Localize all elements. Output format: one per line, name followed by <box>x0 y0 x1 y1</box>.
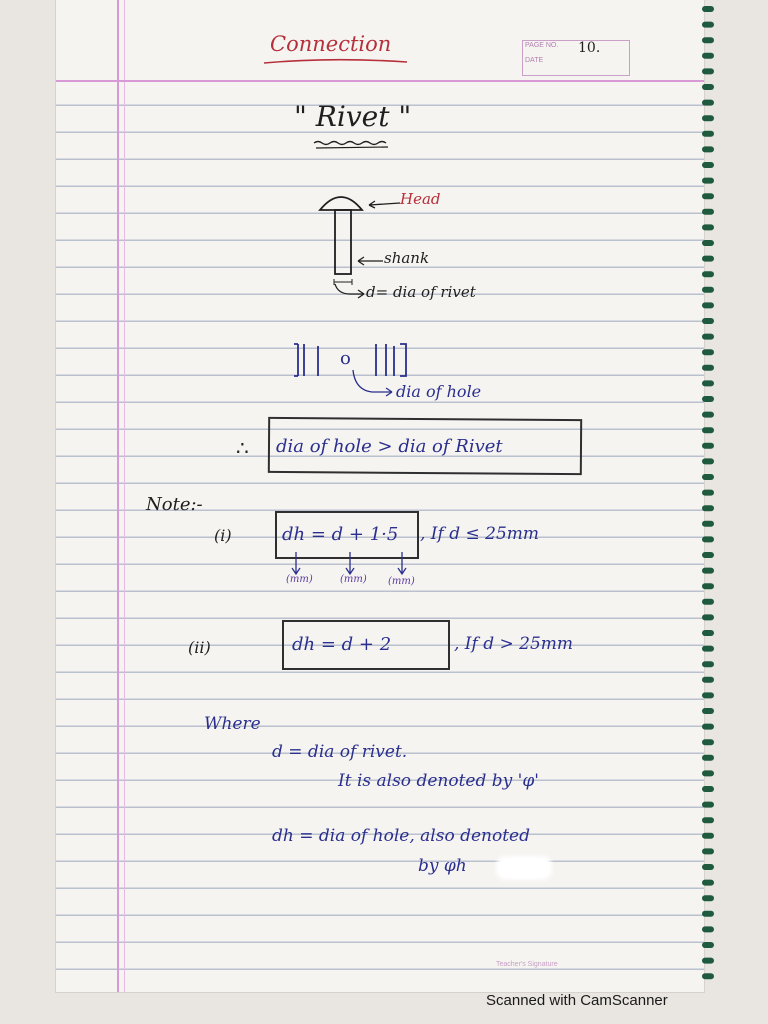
spiral-coil <box>702 84 714 90</box>
title-underline <box>312 140 392 150</box>
date-label: DATE <box>525 57 544 64</box>
spiral-coil <box>702 599 714 605</box>
hole-mark: o <box>340 348 351 369</box>
spiral-binding <box>700 0 716 992</box>
note-item-2-label: (ii) <box>188 638 211 657</box>
page-no-label: PAGE NO. <box>525 42 559 49</box>
spiral-coil <box>702 458 714 464</box>
condition-1: , If d ≤ 25mm <box>420 524 540 544</box>
note-heading: Note:- <box>146 494 203 515</box>
spiral-coil <box>702 178 714 184</box>
spiral-coil <box>702 318 714 324</box>
spiral-coil <box>702 895 714 901</box>
spiral-coil <box>702 661 714 667</box>
spiral-coil <box>702 271 714 277</box>
spiral-coil <box>702 224 714 230</box>
spiral-coil <box>702 396 714 402</box>
where-line-1: d = dia of rivet. <box>272 742 408 762</box>
spiral-coil <box>702 256 714 262</box>
spiral-coil <box>702 926 714 932</box>
spiral-coil <box>702 162 714 168</box>
spiral-coil <box>702 724 714 730</box>
spiral-coil <box>702 100 714 106</box>
spiral-coil <box>702 911 714 917</box>
spiral-coil <box>702 708 714 714</box>
unit-1: (mm) <box>286 574 313 585</box>
spiral-coil <box>702 146 714 152</box>
where-line-2: It is also denoted by 'φ' <box>338 771 539 791</box>
margin-line <box>117 0 119 992</box>
unit-3: (mm) <box>388 576 415 587</box>
where-line-4: by φh <box>418 856 467 876</box>
header-rule <box>56 80 704 82</box>
condition-2: , If d > 25mm <box>454 634 574 654</box>
spiral-coil <box>702 474 714 480</box>
spiral-coil <box>702 770 714 776</box>
formula-2: dh = d + 2 <box>292 634 392 655</box>
note-item-1-label: (i) <box>214 526 232 545</box>
spiral-coil <box>702 287 714 293</box>
redacted-patch <box>496 856 552 880</box>
scanner-watermark: Scanned with CamScanner <box>486 992 668 1009</box>
spiral-coil <box>702 833 714 839</box>
spiral-coil <box>702 6 714 12</box>
spiral-coil <box>702 412 714 418</box>
rivet-dia-label: d= dia of rivet <box>366 283 476 301</box>
formula-1: dh = d + 1·5 <box>282 524 399 545</box>
page-number: 10. <box>578 40 601 56</box>
spiral-coil <box>702 37 714 43</box>
spiral-coil <box>702 880 714 886</box>
spiral-coil <box>702 68 714 74</box>
shank-arrow <box>355 254 385 268</box>
spiral-coil <box>702 692 714 698</box>
where-line-3: dh = dia of hole, also denoted <box>272 826 530 846</box>
spiral-coil <box>702 505 714 511</box>
page-title: " Rivet " <box>294 100 412 133</box>
spiral-coil <box>702 786 714 792</box>
conclusion-text: dia of hole > dia of Rivet <box>276 436 503 457</box>
spiral-coil <box>702 958 714 964</box>
spiral-coil <box>702 817 714 823</box>
head-label: Head <box>400 190 441 208</box>
spiral-coil <box>702 848 714 854</box>
spiral-coil <box>702 677 714 683</box>
spiral-coil <box>702 334 714 340</box>
unit-2: (mm) <box>340 574 367 585</box>
spiral-coil <box>702 755 714 761</box>
spiral-coil <box>702 490 714 496</box>
spiral-coil <box>702 552 714 558</box>
spiral-coil <box>702 115 714 121</box>
where-heading: Where <box>204 714 261 734</box>
spiral-coil <box>702 349 714 355</box>
spiral-coil <box>702 365 714 371</box>
therefore-symbol: ∴ <box>236 436 249 460</box>
shank-label: shank <box>384 249 430 267</box>
spiral-coil <box>702 193 714 199</box>
teacher-signature-label: Teacher's Signature <box>496 961 558 968</box>
spiral-coil <box>702 802 714 808</box>
topic-underline <box>262 58 412 66</box>
head-arrow <box>366 196 402 210</box>
spiral-coil <box>702 614 714 620</box>
spiral-coil <box>702 22 714 28</box>
spiral-coil <box>702 131 714 137</box>
spiral-coil <box>702 536 714 542</box>
spiral-coil <box>702 973 714 979</box>
spiral-coil <box>702 583 714 589</box>
spiral-coil <box>702 302 714 308</box>
spiral-coil <box>702 646 714 652</box>
spiral-coil <box>702 53 714 59</box>
spiral-coil <box>702 568 714 574</box>
spiral-coil <box>702 240 714 246</box>
spiral-coil <box>702 942 714 948</box>
hole-arrow <box>350 368 396 398</box>
spiral-coil <box>702 443 714 449</box>
spiral-coil <box>702 380 714 386</box>
topic-heading: Connection <box>270 32 392 56</box>
hole-label: dia of hole <box>396 382 482 401</box>
spiral-coil <box>702 521 714 527</box>
spiral-coil <box>702 630 714 636</box>
spiral-coil <box>702 209 714 215</box>
spiral-coil <box>702 864 714 870</box>
spiral-coil <box>702 427 714 433</box>
margin-line-inner <box>124 0 125 992</box>
spiral-coil <box>702 739 714 745</box>
